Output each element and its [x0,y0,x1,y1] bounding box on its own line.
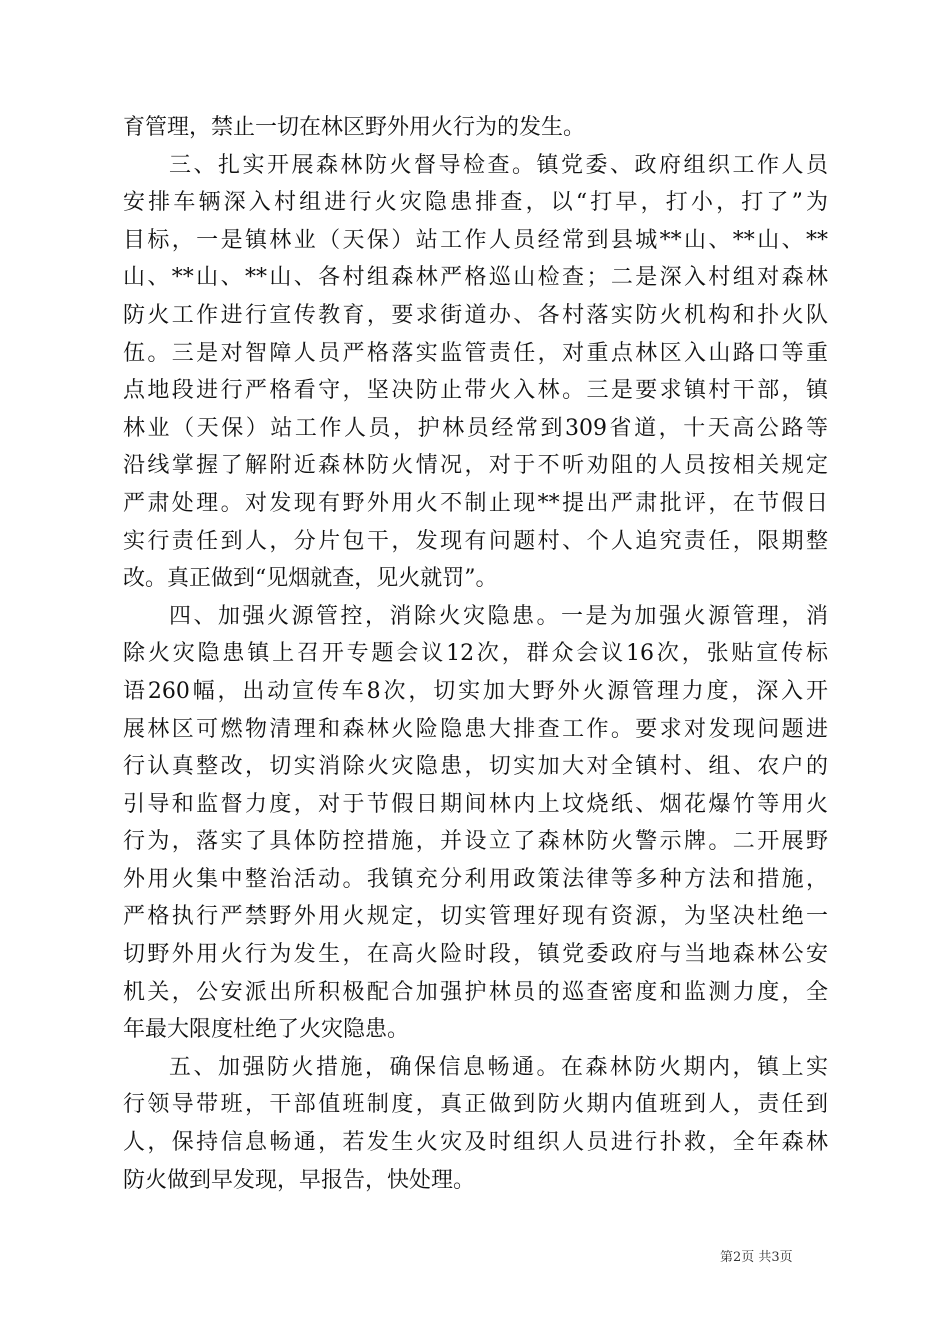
paragraph [123,598,828,1049]
text-line: 严格执行严禁野外用火规定，切实管理好现有资源，为坚决杜绝一 [123,904,828,930]
text-line: 行为，落实了具体防控措施，并设立了森林防火警示牌。二开展野 [123,829,828,855]
text-line: 人，保持信息畅通，若发生火灾及时组织人员进行扑救，全年森林 [123,1130,828,1156]
text-line: 五、加强防火措施，确保信息畅通。在森林防火期内，镇上实 [169,1054,828,1080]
paragraph [123,1049,828,1199]
paragraph [123,109,828,147]
document-body [123,109,828,1199]
text-line: 目标，一是镇林业（天保）站工作人员经常到县城**山、**山、** [123,227,828,253]
text-line: 行认真整改，切实消除火灾隐患，切实加大对全镇村、组、农户的 [123,754,828,780]
text-line: 引导和监督力度，对于节假日期间林内上坟烧纸、烟花爆竹等用火 [123,791,828,817]
text-line: 三、扎实开展森林防火督导检查。镇党委、政府组织工作人员 [169,152,828,178]
text-line: 防火工作进行宣传教育，要求街道办、各村落实防火机构和扑火队 [123,302,828,328]
text-line: 防火做到早发现，早报告，快处理。 [123,1167,476,1193]
text-line: 外用火集中整治活动。我镇充分利用政策法律等多种方法和措施， [123,866,828,892]
text-line: 林业（天保）站工作人员，护林员经常到309省道，十天高公路等 [123,415,828,441]
text-line: 改。真正做到“见烟就查，见火就罚”。 [123,566,498,592]
text-line: 语260幅，出动宣传车8次，切实加大野外火源管理力度，深入开 [123,678,828,704]
text-line: 实行责任到人，分片包干，发现有问题村、个人追究责任，限期整 [123,528,828,554]
text-line: 行领导带班，干部值班制度，真正做到防火期内值班到人，责任到 [123,1092,828,1118]
text-line: 育管理，禁止一切在林区野外用火行为的发生。 [123,115,586,140]
text-line: 机关，公安派出所积极配合加强护林员的巡查密度和监测力度，全 [123,979,828,1005]
text-line: 切野外用火行为发生，在高火险时段，镇党委政府与当地森林公安 [123,942,828,968]
page-number: 第2页 共3页 [720,1250,793,1265]
text-line: 严肃处理。对发现有野外用火不制止现**提出严肃批评，在节假日 [123,490,828,516]
text-line: 点地段进行严格看守，坚决防止带火入林。三是要求镇村干部，镇 [123,378,828,404]
text-line: 沿线掌握了解附近森林防火情况，对于不听劝阻的人员按相关规定 [123,453,828,479]
text-line: 除火灾隐患镇上召开专题会议12次，群众会议16次，张贴宣传标 [123,641,828,667]
paragraph [123,147,828,598]
text-line: 安排车辆深入村组进行火灾隐患排查，以“打早，打小，打了”为 [123,190,828,216]
text-line: 年最大限度杜绝了火灾隐患。 [123,1017,410,1043]
text-line: 伍。三是对智障人员严格落实监管责任，对重点林区入山路口等重 [123,340,828,366]
text-line: 山、**山、**山、各村组森林严格巡山检查；二是深入村组对森林 [123,265,828,291]
text-line: 展林区可燃物清理和森林火险隐患大排查工作。要求对发现问题进 [123,716,828,742]
text-line: 四、加强火源管控，消除火灾隐患。一是为加强火源管理，消 [169,603,828,629]
